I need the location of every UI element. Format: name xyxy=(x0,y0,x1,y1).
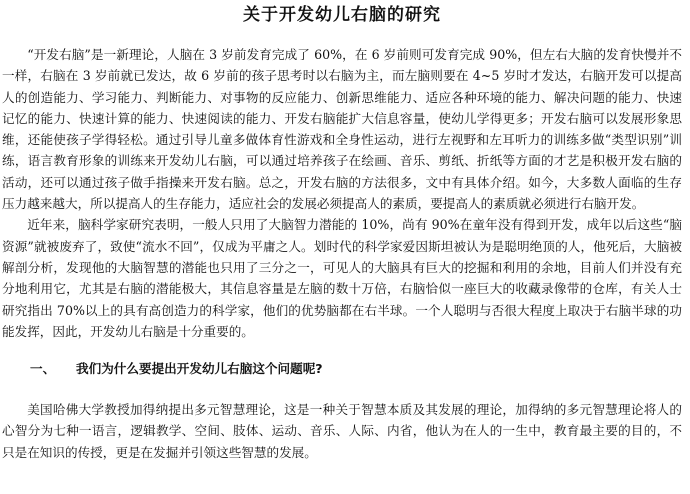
section-paragraph: 美国哈佛大学教授加得纳提出多元智慧理论，这是一种关于智慧本质及其发展的理论，加得纳的多元智慧理论将人的心智分为七种一语言，逻辑教学、空间、肢体、运动、音乐、人际、内省，他认为在人的一生中，教育最主要的目的，不只是在知识的传授，更是在发掘并引领这些智慧的发展。 xyxy=(2,402,682,460)
section-heading xyxy=(2,356,682,378)
intro-paragraph: “开发右脑”是一新理论，人脑在 3 岁前发育完成了 60%，在 6 岁前则可发育完成 90%，但左右大脑的发育快慢并不一样，右脑在 3 岁前就已发达，故 6 岁前的孩子思考时以右脑为主，而左脑则要在 4~5 岁时才发达，右脑开发可以提高人的创造能力、学习能力、判断能力、对事物的反应能力、创新思维能力、适应各种环境的能力、解决问题的能力、快速记忆的能力、快速计算的能力、快速阅读的能力、开发右脑能扩大信息容量，使幼儿学得更多；开发右脑可以发展形象思维，还能使孩子学得轻松。通过引导儿童多做体育性游戏和全身性运动，进行左视野和左耳听力的训练多做“类型识别”训练，语言教育形象的训练来开发幼儿右脑，可以通过培养孩子在绘画、音乐、剪纸、折纸等方面的才艺是积极开发右脑的活动，还可以通过孩子做手指操来开发右脑。总之，开发右脑的方法很多，文中有具体介绍。如今，大多数人面临的生存压力越来越大，所以提高人的生存能力，适应社会的发展必须提高人的素质，要提高人的素质就必须进行右脑开发。 xyxy=(2,47,682,212)
section-title: 我们为什么要提出开发幼儿右脑这个问题呢? xyxy=(76,360,323,376)
research-paragraph: 近年来，脑科学家研究表明，一般人只用了大脑智力潜能的 10%，尚有 90%在童年没有得到开发，成年以后这些“脑资源”就被废弃了，致使“流水不回”，仅成为平庸之人。划时代的科学家爱因斯坦被认为是聪明绝顶的人，他死后，大脑被解剖分析，发现他的大脑智慧的潜能也只用了三分之一，可见人的大脑具有巨大的挖掘和利用的余地，目前人们并没有充分地利用它，尤其是右脑的潜能极大，其信息容量是左脑的数十万倍，右脑恰似一座巨大的收藏录像带的仓库，有关人士研究指出 70%以上的具有高创造力的科学家，他们的优势脑都在右半球。一个人聪明与否很大程度上取决于右脑半球的功能发挥，因此，开发幼儿右脑是十分重要的。 xyxy=(2,217,682,339)
section-number: 一、 xyxy=(30,360,56,376)
document-title: 关于开发幼儿右脑的研究 xyxy=(243,5,441,25)
